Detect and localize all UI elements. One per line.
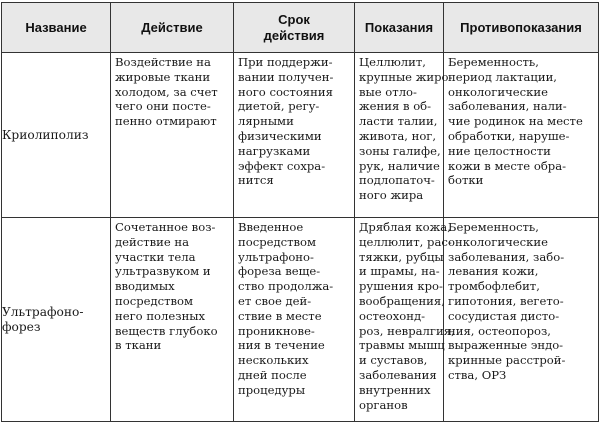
header-action: Действие: [111, 3, 234, 53]
header-row: [2, 3, 599, 53]
header-name: Название: [2, 3, 111, 53]
row-action: Воздействие на жировые ткани холодом, за счет чего они посте- пенно отмирают: [115, 55, 218, 129]
row-duration: Введенное посредством ультрафоно- фореза веще- ство продолжа- ет свое дей- ствие в месте проникнове- ния в течение нескольких дней после процедуры: [238, 220, 334, 397]
row-indications: Дряблая кожа, целлюлит, рас- тяжки, рубцы и шрамы, на- рушения кро- вообращения, остеохонд- роз, невралгия, травмы мышц и суставов, заболевания внутренних органов: [359, 220, 455, 412]
row-contraindications: Беременность, онкологические заболевания, забо- левания кожи, тромбофлебит, гипотония, вегето- сосудистая дисто- ния, остеопороз, выраженные эндо- кринные расстрой- ства, ОРЗ: [448, 220, 566, 382]
procedures-table: [1, 2, 599, 422]
row-name: Ультрафоно- форез: [2, 218, 111, 422]
header-indications: Показания: [355, 3, 444, 53]
row-duration: При поддержи- вании получен- ного состояния диетой, регу- лярными физическими нагрузками эффект сохра- нится: [238, 55, 334, 188]
table-row: [2, 218, 599, 422]
table-row: [2, 53, 599, 218]
row-name: Криолиполиз: [2, 53, 111, 218]
row-indications: Целлюлит, крупные жиро- вые отло- жения в об- ласти талии, живота, ног, зоны галифе, рук, наличие подлопаточ- ного жира: [359, 55, 453, 203]
header-contraindications: Противопоказания: [444, 3, 599, 53]
row-contraindications: Беременность, период лактации, онкологические заболевания, нали- чие родинок на месте обработки, наруше- ние целостности кожи в месте обра- ботки: [448, 55, 583, 188]
row-action: Сочетанное воз- действие на участки тела ультразвуком и вводимых посредством него полезных веществ глубоко в ткани: [115, 220, 218, 353]
header-duration: Срок действия: [234, 3, 355, 53]
